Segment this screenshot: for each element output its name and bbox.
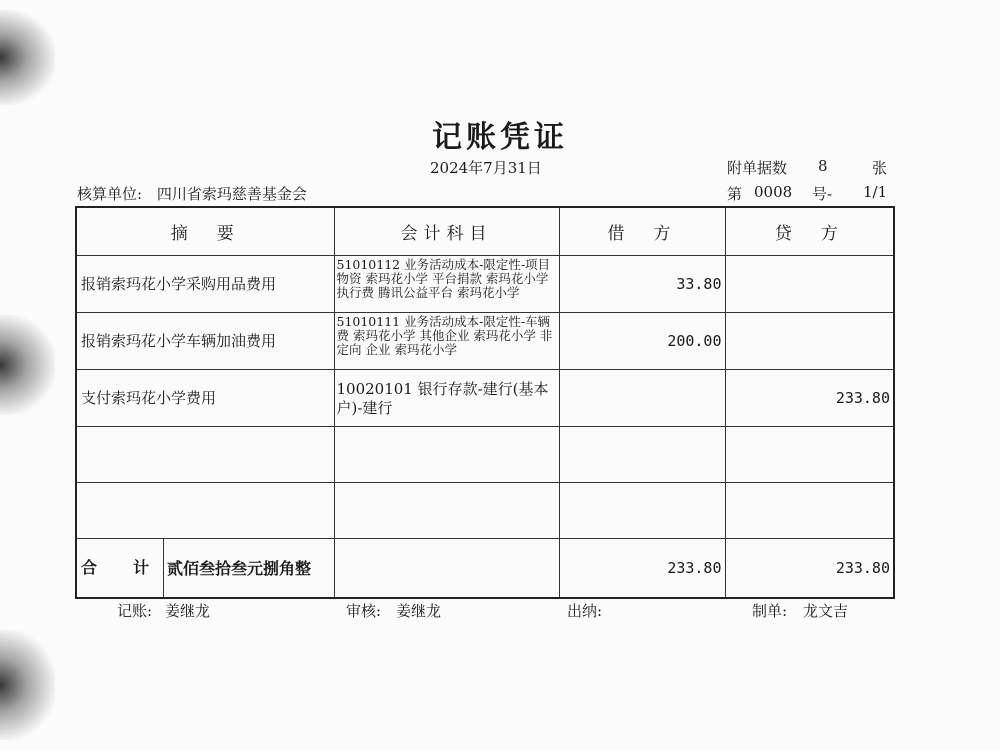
voucher-table — [75, 206, 895, 599]
total-credit: 233.80 — [725, 538, 894, 598]
row-credit — [725, 426, 894, 482]
scan-shadow — [0, 630, 55, 740]
row-credit: 233.80 — [725, 369, 894, 426]
table-row — [76, 312, 894, 369]
header-debit: 借 方 — [559, 207, 725, 255]
row-subject: 51010112 业务活动成本-限定性-项目物资 索玛花小学 平台捐款 索玛花小学 执行费 腾讯公益平台 索玛花小学 — [334, 255, 559, 312]
bookkeeper-name: 姜继龙 — [165, 602, 211, 620]
row-debit: 200.00 — [559, 312, 725, 369]
row-credit — [725, 255, 894, 312]
scan-shadow — [0, 10, 55, 105]
accounting-unit-name: 四川省索玛慈善基金会 — [156, 185, 307, 203]
accounting-unit — [77, 183, 317, 204]
table-row — [76, 426, 894, 482]
reviewer-label: 审核: — [346, 602, 382, 620]
attachment-label: 附单据数 — [727, 159, 788, 177]
preparer-label: 制单: — [752, 602, 788, 620]
signature-row — [0, 600, 1000, 622]
row-summary: 报销索玛花小学车辆加油费用 — [76, 312, 334, 369]
total-cell — [76, 538, 334, 598]
voucher-date: 2024年7月31日 — [430, 159, 542, 177]
header-subject: 会计科目 — [334, 207, 559, 255]
table-row — [76, 482, 894, 538]
total-amount-in-words: 贰佰叁拾叁元捌角整 — [167, 559, 312, 578]
row-credit — [725, 312, 894, 369]
voucher-number-suffix: 号- — [812, 185, 833, 203]
row-summary: 支付索玛花小学费用 — [76, 369, 334, 426]
row-subject: 10020101 银行存款-建行(基本户)-建行 — [334, 369, 559, 426]
row-subject: 51010111 业务活动成本-限定性-车辆费 索玛花小学 其他企业 索玛花小学 非定向 企业 索玛花小学 — [334, 312, 559, 369]
voucher-number-prefix: 第 — [727, 185, 743, 203]
total-label: 合 计 — [77, 539, 164, 597]
preparer-name: 龙文吉 — [803, 602, 849, 620]
header-credit: 贷 方 — [725, 207, 894, 255]
scan-shadow — [0, 315, 55, 415]
voucher-page: 1/1 — [863, 183, 888, 201]
row-debit — [559, 426, 725, 482]
attachment-number: 8 — [818, 157, 828, 175]
table-row — [76, 369, 894, 426]
table-row — [76, 255, 894, 312]
accounting-unit-label: 核算单位: — [77, 185, 143, 203]
reviewer-name: 姜继龙 — [396, 602, 442, 620]
voucher-number-value: 0008 — [754, 183, 793, 201]
voucher-title: 记账凭证 — [432, 120, 568, 155]
total-subject-spill — [334, 538, 559, 598]
row-debit: 33.80 — [559, 255, 725, 312]
row-summary — [76, 482, 334, 538]
row-debit — [559, 482, 725, 538]
row-credit — [725, 482, 894, 538]
total-debit: 233.80 — [559, 538, 725, 598]
row-subject — [334, 482, 559, 538]
total-row — [76, 538, 894, 598]
bookkeeper-label: 记账: — [117, 602, 153, 620]
row-subject — [334, 426, 559, 482]
header-summary: 摘 要 — [76, 207, 334, 255]
row-summary — [76, 426, 334, 482]
row-summary: 报销索玛花小学采购用品费用 — [76, 255, 334, 312]
cashier-label: 出纳: — [567, 602, 603, 620]
row-debit — [559, 369, 725, 426]
attachment-unit: 张 — [872, 159, 888, 177]
table-header-row — [76, 207, 894, 255]
